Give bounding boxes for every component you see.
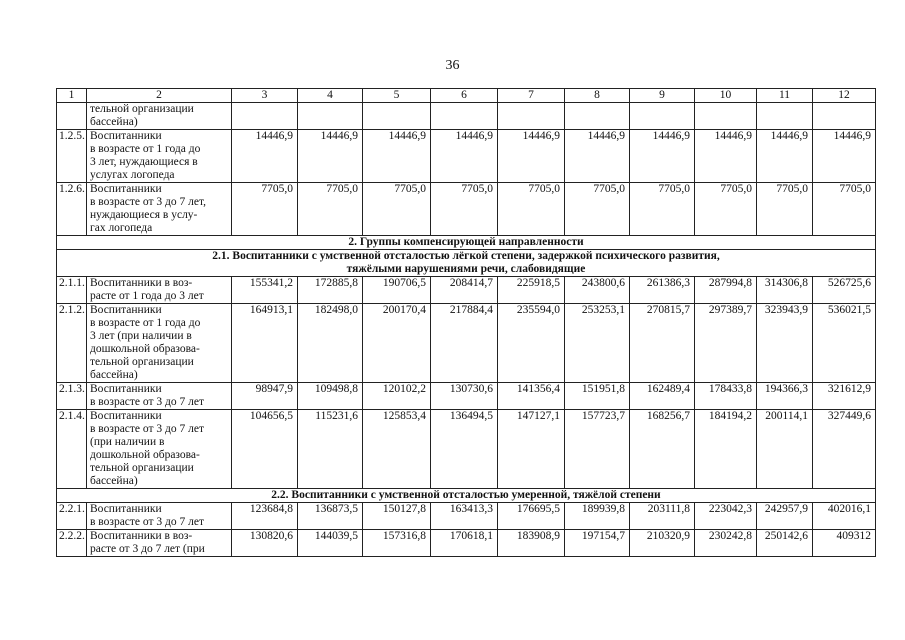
- value-cell: 200114,1: [757, 410, 813, 489]
- value-cell: 182498,0: [298, 304, 363, 383]
- table-row: [57, 103, 876, 130]
- value-cell: 230242,8: [695, 530, 757, 557]
- value-cell: [630, 103, 695, 130]
- row-description-line: Воспитанники: [90, 383, 162, 395]
- row-description: [87, 277, 232, 304]
- row-number: 2.1.1.: [57, 277, 87, 304]
- value-cell: 210320,9: [630, 530, 695, 557]
- value-cell: 7705,0: [695, 183, 757, 236]
- column-header: 7: [498, 89, 565, 103]
- value-cell: 104656,5: [232, 410, 298, 489]
- value-cell: 217884,4: [431, 304, 498, 383]
- value-cell: 14446,9: [232, 130, 298, 183]
- row-description-line: 3 лет, нуждающиеся в: [90, 156, 198, 168]
- section-heading-line: 2.1. Воспитанники с умственной отсталостью лёгкой степени, задержкой психического развития,: [212, 250, 720, 262]
- row-description-line: в возрасте от 3 до 7 лет,: [90, 196, 207, 208]
- row-description-line: Воспитанники: [90, 410, 162, 422]
- value-cell: [431, 103, 498, 130]
- value-cell: 7705,0: [813, 183, 876, 236]
- column-header: 1: [57, 89, 87, 103]
- row-description: [87, 530, 232, 557]
- tariff-table: [56, 88, 876, 557]
- value-cell: 194366,3: [757, 383, 813, 410]
- value-cell: 157316,8: [363, 530, 431, 557]
- value-cell: 157723,7: [565, 410, 630, 489]
- value-cell: 7705,0: [565, 183, 630, 236]
- value-cell: 321612,9: [813, 383, 876, 410]
- value-cell: 115231,6: [298, 410, 363, 489]
- value-cell: 170618,1: [431, 530, 498, 557]
- row-description-line: гах логопеда: [90, 222, 153, 234]
- row-description-line: расте от 1 года до 3 лет: [90, 290, 204, 302]
- value-cell: 14446,9: [431, 130, 498, 183]
- row-number: 1.2.5.: [57, 130, 87, 183]
- column-header: 12: [813, 89, 876, 103]
- row-description-line: Воспитанники: [90, 183, 162, 195]
- section-heading-line: тяжёлыми нарушениями речи, слабовидящие: [346, 263, 586, 275]
- row-description-line: бассейна): [90, 369, 138, 381]
- column-header: 5: [363, 89, 431, 103]
- value-cell: 253253,1: [565, 304, 630, 383]
- column-header: 9: [630, 89, 695, 103]
- value-cell: 144039,5: [298, 530, 363, 557]
- value-cell: 120102,2: [363, 383, 431, 410]
- row-description-line: Воспитанники: [90, 304, 162, 316]
- value-cell: 297389,7: [695, 304, 757, 383]
- row-description-line: расте от 3 до 7 лет (при: [90, 543, 205, 555]
- column-header: 4: [298, 89, 363, 103]
- row-description: [87, 103, 232, 130]
- table-row: [57, 130, 876, 183]
- value-cell: 235594,0: [498, 304, 565, 383]
- value-cell: 123684,8: [232, 503, 298, 530]
- value-cell: 162489,4: [630, 383, 695, 410]
- table-row: [57, 277, 876, 304]
- row-number: 2.1.2.: [57, 304, 87, 383]
- value-cell: 155341,2: [232, 277, 298, 304]
- row-description-line: нуждающиеся в услу-: [90, 209, 198, 221]
- value-cell: 184194,2: [695, 410, 757, 489]
- header-row: [57, 89, 876, 103]
- row-description: [87, 410, 232, 489]
- value-cell: 14446,9: [695, 130, 757, 183]
- value-cell: 163413,3: [431, 503, 498, 530]
- value-cell: 200170,4: [363, 304, 431, 383]
- value-cell: 7705,0: [498, 183, 565, 236]
- row-description-line: бассейна): [90, 475, 138, 487]
- value-cell: 130730,6: [431, 383, 498, 410]
- value-cell: 130820,6: [232, 530, 298, 557]
- value-cell: [757, 103, 813, 130]
- value-cell: 189939,8: [565, 503, 630, 530]
- section-heading: [57, 489, 876, 503]
- row-number: 2.2.1.: [57, 503, 87, 530]
- row-description: [87, 383, 232, 410]
- value-cell: 327449,6: [813, 410, 876, 489]
- table-row: [57, 383, 876, 410]
- value-cell: 208414,7: [431, 277, 498, 304]
- table-row: [57, 410, 876, 489]
- value-cell: 536021,5: [813, 304, 876, 383]
- value-cell: [232, 103, 298, 130]
- section-heading-line: 2.2. Воспитанники с умственной отсталостью умеренной, тяжёлой степени: [271, 489, 661, 501]
- value-cell: [565, 103, 630, 130]
- row-description-line: бассейна): [90, 116, 138, 128]
- row-description-line: в возрасте от 3 до 7 лет: [90, 516, 205, 528]
- value-cell: 250142,6: [757, 530, 813, 557]
- row-description-line: Воспитанники: [90, 130, 162, 142]
- row-description: [87, 130, 232, 183]
- value-cell: 150127,8: [363, 503, 431, 530]
- value-cell: 7705,0: [757, 183, 813, 236]
- row-description-line: дошкольной образова-: [90, 449, 200, 461]
- value-cell: 203111,8: [630, 503, 695, 530]
- value-cell: [695, 103, 757, 130]
- value-cell: 287994,8: [695, 277, 757, 304]
- row-description-line: услугах логопеда: [90, 169, 175, 181]
- value-cell: 168256,7: [630, 410, 695, 489]
- section-row: [57, 236, 876, 250]
- table-row: [57, 530, 876, 557]
- value-cell: 136494,5: [431, 410, 498, 489]
- value-cell: 109498,8: [298, 383, 363, 410]
- table-row: [57, 503, 876, 530]
- row-description-line: тельной организации: [90, 462, 194, 474]
- value-cell: 242957,9: [757, 503, 813, 530]
- table-row: [57, 183, 876, 236]
- value-cell: 7705,0: [431, 183, 498, 236]
- table-row: [57, 304, 876, 383]
- value-cell: 323943,9: [757, 304, 813, 383]
- value-cell: 14446,9: [757, 130, 813, 183]
- value-cell: 270815,7: [630, 304, 695, 383]
- section-heading: [57, 250, 876, 277]
- section-heading-line: 2. Группы компенсирующей направленности: [348, 236, 584, 248]
- row-description-line: дошкольной образова-: [90, 343, 200, 355]
- value-cell: 14446,9: [298, 130, 363, 183]
- column-header: 6: [431, 89, 498, 103]
- row-description-line: тельной организации: [90, 103, 194, 115]
- column-header: 11: [757, 89, 813, 103]
- row-number: 1.2.6.: [57, 183, 87, 236]
- row-description: [87, 503, 232, 530]
- row-description-line: в возрасте от 1 года до: [90, 317, 201, 329]
- row-description-line: 3 лет (при наличии в: [90, 330, 192, 342]
- value-cell: 136873,5: [298, 503, 363, 530]
- column-header: 8: [565, 89, 630, 103]
- column-header: 3: [232, 89, 298, 103]
- column-header: 2: [87, 89, 232, 103]
- row-description: [87, 183, 232, 236]
- value-cell: 261386,3: [630, 277, 695, 304]
- value-cell: 243800,6: [565, 277, 630, 304]
- value-cell: 183908,9: [498, 530, 565, 557]
- row-description-line: в возрасте от 1 года до: [90, 143, 201, 155]
- value-cell: 190706,5: [363, 277, 431, 304]
- section-row: [57, 250, 876, 277]
- row-description-line: в возрасте от 3 до 7 лет: [90, 396, 205, 408]
- value-cell: [498, 103, 565, 130]
- value-cell: 147127,1: [498, 410, 565, 489]
- value-cell: 151951,8: [565, 383, 630, 410]
- value-cell: [363, 103, 431, 130]
- value-cell: 178433,8: [695, 383, 757, 410]
- section-heading: [57, 236, 876, 250]
- row-description-line: (при наличии в: [90, 436, 165, 448]
- value-cell: 14446,9: [630, 130, 695, 183]
- value-cell: 314306,8: [757, 277, 813, 304]
- page-number: 36: [445, 58, 460, 73]
- value-cell: 526725,6: [813, 277, 876, 304]
- value-cell: 14446,9: [813, 130, 876, 183]
- value-cell: 223042,3: [695, 503, 757, 530]
- value-cell: 225918,5: [498, 277, 565, 304]
- row-description-line: Воспитанники в воз-: [90, 277, 193, 289]
- row-number: [57, 103, 87, 130]
- row-description-line: Воспитанники в воз-: [90, 530, 193, 542]
- row-number: 2.1.3.: [57, 383, 87, 410]
- value-cell: 98947,9: [232, 383, 298, 410]
- column-header: 10: [695, 89, 757, 103]
- value-cell: 172885,8: [298, 277, 363, 304]
- value-cell: [298, 103, 363, 130]
- row-description: [87, 304, 232, 383]
- value-cell: 14446,9: [565, 130, 630, 183]
- row-number: 2.1.4.: [57, 410, 87, 489]
- value-cell: 197154,7: [565, 530, 630, 557]
- value-cell: 7705,0: [363, 183, 431, 236]
- value-cell: 176695,5: [498, 503, 565, 530]
- row-description-line: тельной организации: [90, 356, 194, 368]
- value-cell: 141356,4: [498, 383, 565, 410]
- value-cell: 14446,9: [363, 130, 431, 183]
- value-cell: 7705,0: [630, 183, 695, 236]
- row-description-line: в возрасте от 3 до 7 лет: [90, 423, 205, 435]
- section-row: [57, 489, 876, 503]
- value-cell: 7705,0: [232, 183, 298, 236]
- row-number: 2.2.2.: [57, 530, 87, 557]
- value-cell: 409312: [813, 530, 876, 557]
- value-cell: 14446,9: [498, 130, 565, 183]
- value-cell: 164913,1: [232, 304, 298, 383]
- value-cell: 125853,4: [363, 410, 431, 489]
- value-cell: [813, 103, 876, 130]
- value-cell: 402016,1: [813, 503, 876, 530]
- row-description-line: Воспитанники: [90, 503, 162, 515]
- value-cell: 7705,0: [298, 183, 363, 236]
